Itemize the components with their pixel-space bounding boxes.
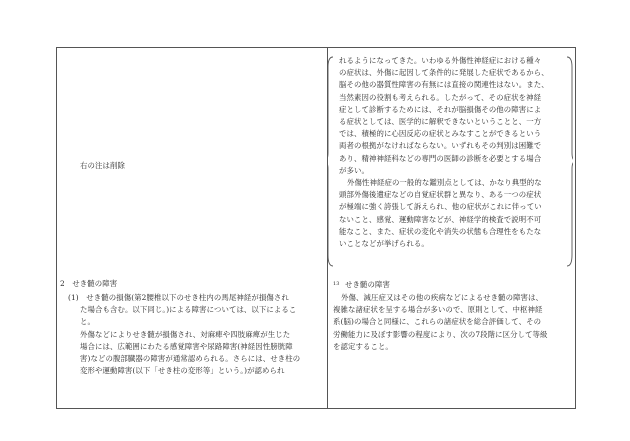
deletion-note: 右の注は削除 xyxy=(80,161,125,170)
paragraph-line: 外傷などによりせき髄が損傷され、対麻痺や四肢麻痺が生じた xyxy=(80,329,291,339)
bracket-line: の症状は、外傷に起因して条件的に発展した症状であるから、 xyxy=(339,68,549,78)
bracket-line: れるようになってきた。いわゆる外傷性神経症における種々 xyxy=(339,56,542,65)
bracket-line: が多い。 xyxy=(339,165,369,175)
bracketed-note xyxy=(333,55,573,250)
bracket-line: 能なこと、また、症状の変化や消失の状態も合理性をもたな xyxy=(339,226,542,236)
body-line: を認定すること。 xyxy=(333,341,393,351)
paragraph-line: 害)などの腹部臓器の障害が通常認められる。さらには、せき柱の xyxy=(80,354,301,364)
left-body-text xyxy=(60,292,322,377)
left-column xyxy=(60,47,322,409)
bracket-line: 両者の根拠がなければならない。いずれもその判別は困難で xyxy=(339,141,542,151)
body-line: 系(脳)の場合と同様に、これらの諸症状を総合評価して、その xyxy=(333,317,542,327)
bracket-line: ないこと、感覚、運動障害などが、神経学的検査で説明不可 xyxy=(339,214,542,224)
bracket-line: では、積極的に心因反応の症状とみなすことができるという xyxy=(339,129,542,139)
bracket-line: 外傷性神経症の一般的な鑑別点としては、かなり典型的な xyxy=(347,178,542,188)
body-line: 労働能力に及ぼす影響の程度により、次の7段階に区分して等級 xyxy=(333,329,548,339)
bracket-line: 当然素因の役割も考えられる。したがって、その症状を神経 xyxy=(339,92,542,102)
bracket-line: あり、精神神経科などの専門の医師の診断を必要とする場合 xyxy=(339,153,542,163)
item1-line: た場合も含む。以下同じ。)による障害については、以下によるこ xyxy=(80,305,297,315)
right-body-text xyxy=(333,292,573,353)
bracket-line: いことなどが挙げられる。 xyxy=(339,239,429,249)
item1-line: (1) せき髄の損傷(第2腰椎以下のせき柱内の馬尾神経が損傷され xyxy=(68,293,289,302)
section-heading-right xyxy=(333,278,390,291)
paragraph-line: 場合には、広範囲にわたる感覚障害や尿路障害(神経因性膀胱障 xyxy=(80,341,293,351)
bracket-line: 脳その他の器質性障害の有無には直接の関連性はない。また、 xyxy=(339,80,549,90)
section-heading-left: 2 せき髄の障害 xyxy=(60,279,118,288)
bracket-line: が極端に強く誇張して訴えられ、他の症状がこれに伴ってい xyxy=(339,202,542,212)
body-line: 複雑な諸症状を呈する場合が多いので、原則として、中枢神経 xyxy=(333,305,543,315)
bracket-line: 頭部外傷後遺症などの自覚症状群と異なり、ある一つの症状 xyxy=(339,190,542,200)
paragraph-line: 変形や運動障害(以下「せき柱の変形等」という。)が認められ xyxy=(80,366,285,376)
bracket-line: る症状としては、医学的に解釈できないということと、一方 xyxy=(339,117,542,127)
right-column xyxy=(333,47,573,409)
bracket-line: 症として診断するためには、それが脳損傷その他の障害によ xyxy=(339,104,542,114)
item1-line: と。 xyxy=(80,317,95,327)
section-title: せき髄の障害 xyxy=(345,280,390,289)
section-number: 13 xyxy=(333,281,340,287)
body-line: 外傷、減圧症又はその他の疾病などによるせき髄の障害は、 xyxy=(341,293,544,302)
